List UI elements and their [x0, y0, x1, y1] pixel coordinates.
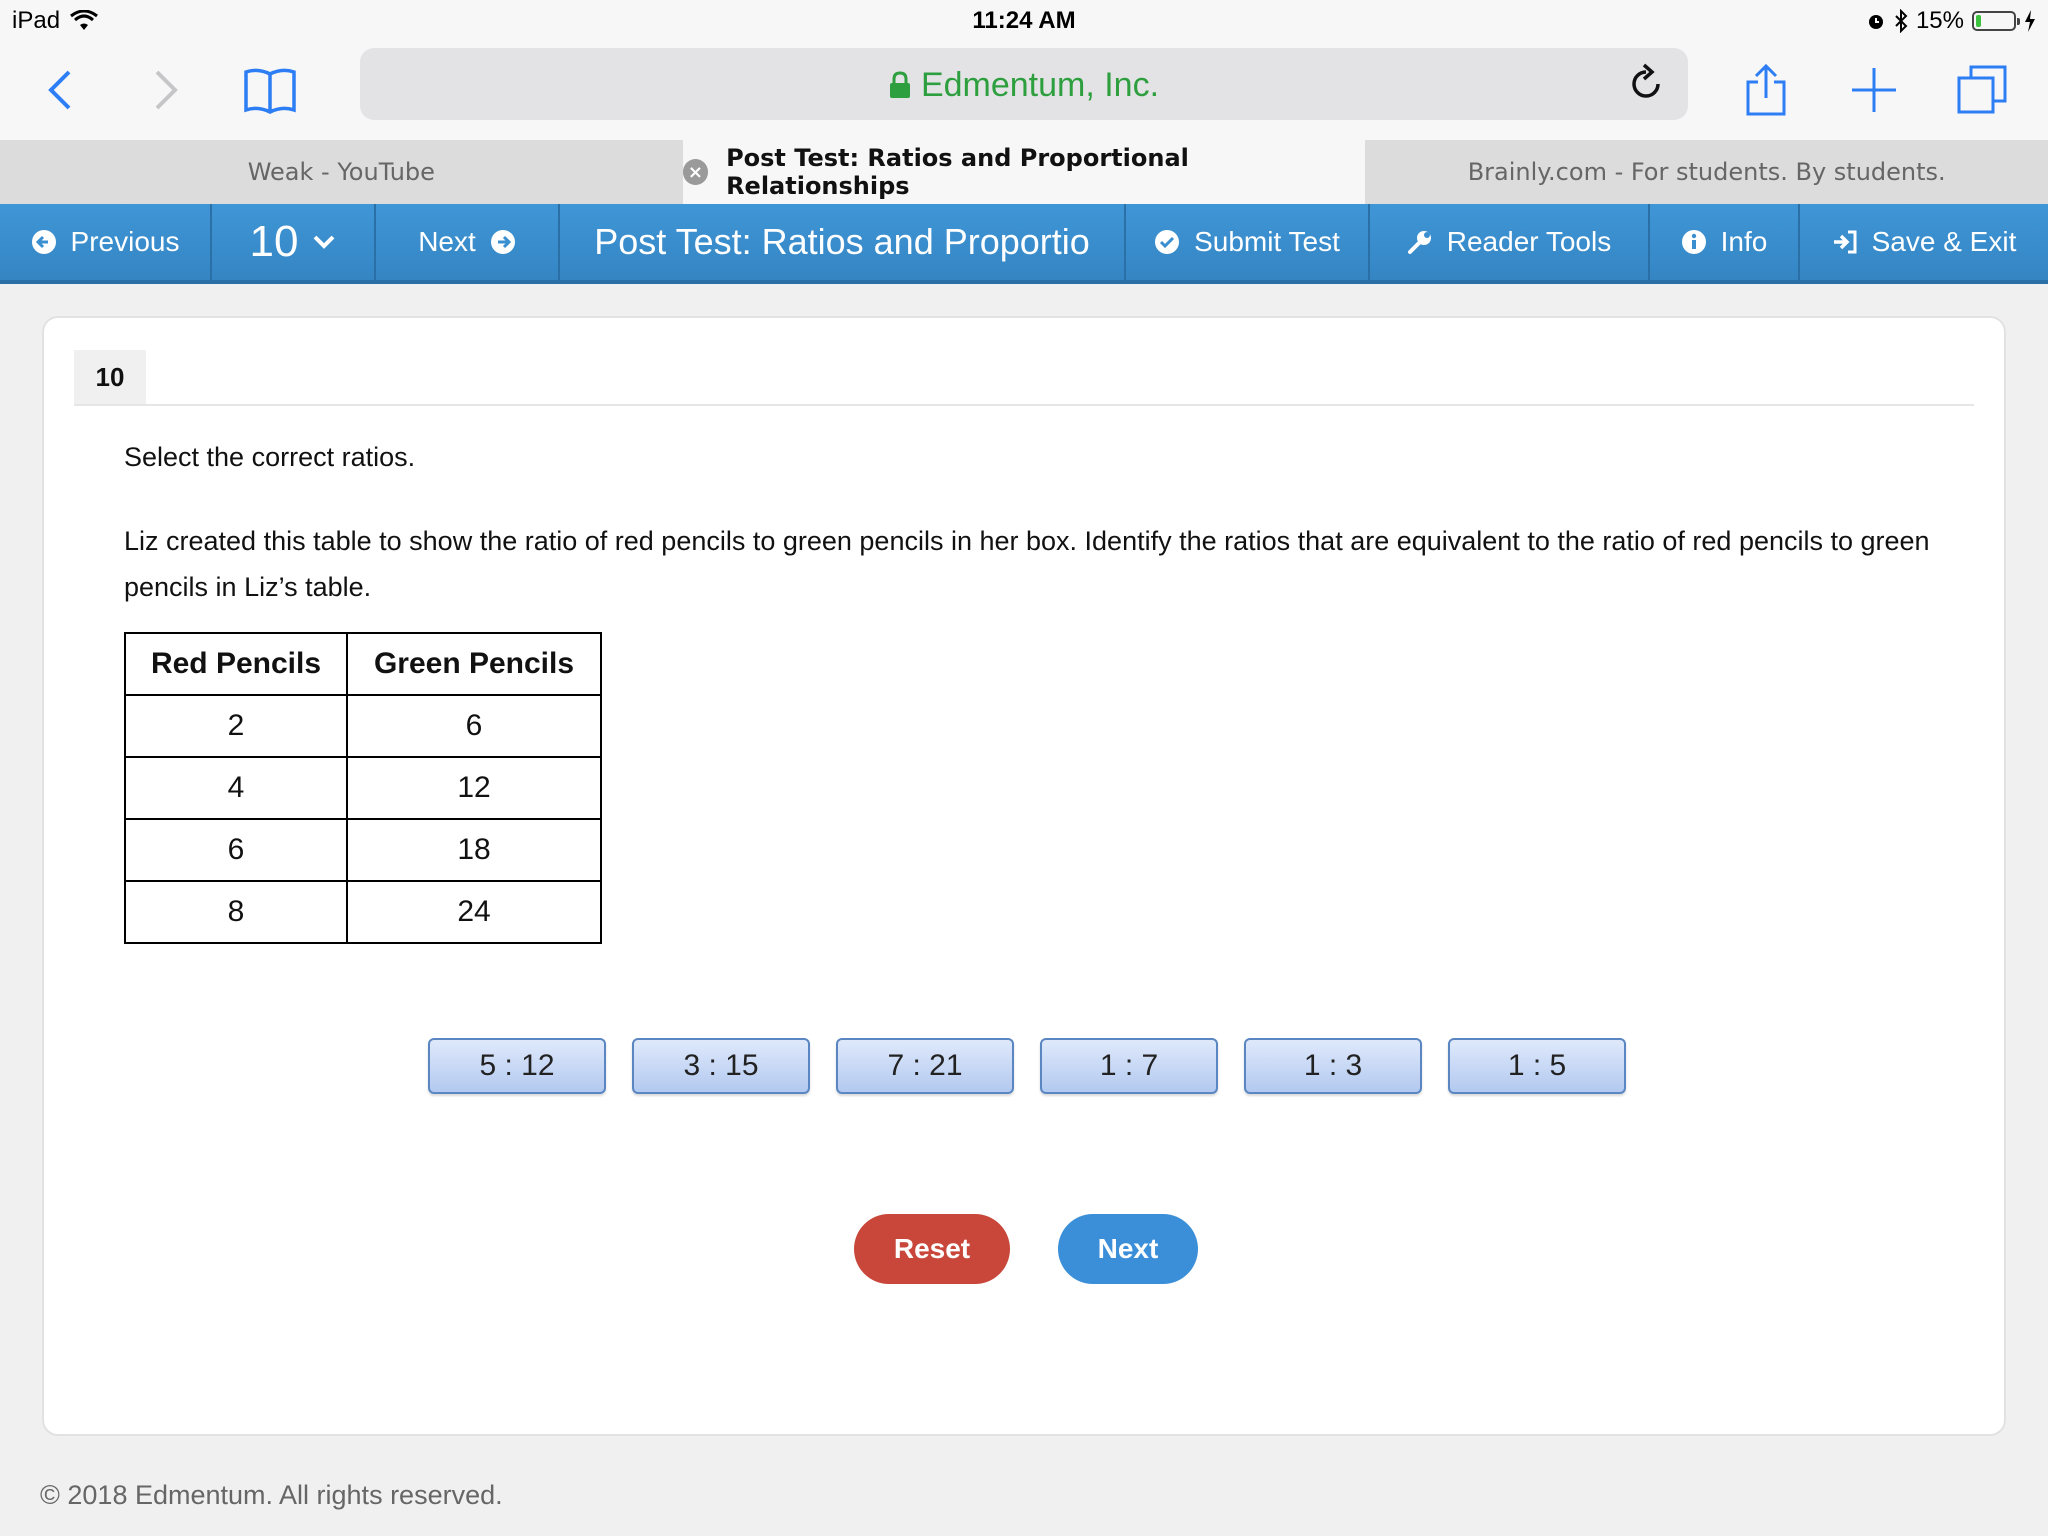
ratio-choices [428, 1038, 1626, 1094]
bookmarks-icon[interactable] [240, 60, 300, 120]
next-question-button[interactable] [376, 204, 560, 280]
charging-icon [2024, 10, 2036, 32]
footer-copyright: © 2018 Edmentum. All rights reserved. [40, 1480, 503, 1510]
ratio-choice-1-3[interactable]: 1 : 3 [1244, 1038, 1422, 1094]
new-tab-icon[interactable] [1844, 60, 1904, 120]
table-header: Red Pencils [125, 633, 347, 695]
question-number-display: 10 [249, 217, 299, 266]
divider [74, 404, 1974, 406]
test-title-text: Post Test: Ratios and Proportio [594, 221, 1090, 262]
device-name: iPad [12, 7, 61, 34]
info-button[interactable] [1650, 204, 1800, 280]
browser-toolbar [0, 42, 2048, 140]
info-label: Info [1720, 226, 1768, 257]
status-time: 11:24 AM [972, 7, 1076, 34]
info-circle-icon [1681, 229, 1707, 255]
table-header: Green Pencils [347, 633, 601, 695]
table-cell: 2 [125, 695, 347, 757]
tab-brainly[interactable] [1365, 140, 2048, 204]
table-cell: 4 [125, 757, 347, 819]
test-title [560, 204, 1126, 280]
tab-youtube[interactable] [0, 140, 683, 204]
save-exit-button[interactable] [1800, 204, 2048, 280]
pencil-table [124, 632, 602, 944]
lock-icon [889, 71, 911, 99]
question-instruction: Select the correct ratios. [124, 442, 416, 472]
ratio-choice-1-7[interactable]: 1 : 7 [1040, 1038, 1218, 1094]
table-row [125, 881, 601, 943]
battery-icon [1972, 11, 2016, 31]
save-exit-label: Save & Exit [1871, 226, 2017, 257]
reload-icon[interactable] [1624, 62, 1668, 106]
previous-button[interactable] [0, 204, 212, 280]
sign-out-icon [1832, 229, 1858, 255]
share-icon[interactable] [1736, 60, 1796, 120]
browser-tabs [0, 140, 2048, 204]
question-prompt: Liz created this table to show the ratio of red pencils to green pencils in her box. Identify the ratios that are equivalent to the ratio of red pencils to green pencils in Liz’s table. [124, 526, 1930, 602]
battery-fill [1976, 15, 1981, 27]
domain-text: Edmentum, Inc. [920, 66, 1160, 104]
table-row [125, 757, 601, 819]
next-button[interactable]: Next [1058, 1214, 1198, 1284]
question-actions [854, 1214, 1198, 1284]
table-cell: 6 [125, 819, 347, 881]
chevron-down-icon [312, 234, 336, 250]
table-header-row [125, 633, 601, 695]
previous-label: Previous [70, 226, 180, 257]
reader-tools-label: Reader Tools [1446, 226, 1612, 257]
ratio-choice-3-15[interactable]: 3 : 15 [632, 1038, 810, 1094]
question-card [42, 316, 2006, 1436]
tab-label: Weak - YouTube [247, 158, 435, 186]
tab-post-test[interactable] [683, 140, 1366, 204]
alarm-icon [1866, 11, 1886, 31]
ratio-choice-7-21[interactable]: 7 : 21 [836, 1038, 1014, 1094]
table-cell: 6 [347, 695, 601, 757]
ratio-choice-5-12[interactable]: 5 : 12 [428, 1038, 606, 1094]
check-circle-icon [1154, 229, 1180, 255]
table-cell: 24 [347, 881, 601, 943]
table-cell: 8 [125, 881, 347, 943]
address-domain [360, 66, 1688, 105]
address-bar[interactable] [360, 48, 1688, 120]
table-cell: 12 [347, 757, 601, 819]
status-right [1866, 7, 2036, 35]
tabs-icon[interactable] [1952, 60, 2012, 120]
table-row [125, 695, 601, 757]
wrench-icon [1407, 229, 1433, 255]
battery-percent: 15% [1915, 7, 1964, 34]
table-cell: 18 [347, 819, 601, 881]
tab-label: Brainly.com - For students. By students. [1467, 158, 1946, 186]
submit-test-button[interactable] [1126, 204, 1370, 280]
submit-label: Submit Test [1194, 226, 1340, 257]
ratio-choice-1-5[interactable]: 1 : 5 [1448, 1038, 1626, 1094]
arrow-right-circle-icon [490, 229, 516, 255]
bluetooth-icon [1894, 9, 1908, 33]
table-row [125, 819, 601, 881]
test-navbar [0, 204, 2048, 284]
question-number: 10 [74, 350, 146, 404]
status-bar [0, 0, 2048, 42]
question-select[interactable] [212, 204, 376, 280]
tab-label: Post Test: Ratios and Proportional Relationships [726, 144, 1189, 200]
reader-tools-button[interactable] [1370, 204, 1650, 280]
reset-button[interactable]: Reset [854, 1214, 1010, 1284]
forward-icon[interactable] [136, 60, 196, 120]
back-icon[interactable] [30, 60, 90, 120]
close-tab-icon[interactable]: × [683, 159, 708, 185]
next-label: Next [418, 226, 476, 257]
arrow-left-circle-icon [31, 229, 57, 255]
